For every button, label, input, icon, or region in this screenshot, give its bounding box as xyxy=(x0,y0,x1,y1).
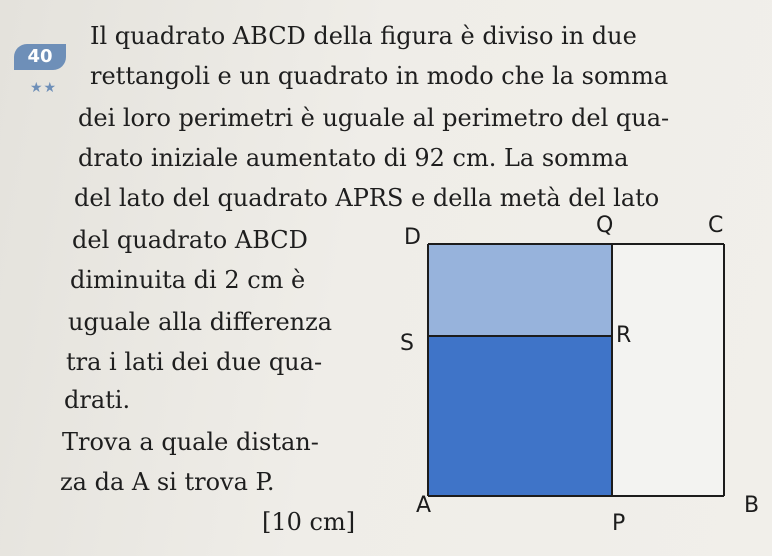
vertex-label-s: S xyxy=(400,331,414,356)
text-line-6: del quadrato ABCD xyxy=(72,226,308,254)
square-aprs xyxy=(428,336,612,496)
text-line-5: del lato del quadrato APRS e della metà del lato xyxy=(74,184,660,212)
right-rectangle-pbcq xyxy=(612,244,724,496)
text-line-9: tra i lati dei due qua- xyxy=(66,348,323,376)
text-line-12: za da A si trova P. xyxy=(60,468,275,496)
text-line-11: Trova a quale distan- xyxy=(62,428,319,456)
vertex-label-c: C xyxy=(708,213,724,238)
vertex-label-p: P xyxy=(612,511,626,536)
vertex-label-a: A xyxy=(416,493,432,518)
top-rectangle-sqrq xyxy=(428,244,612,336)
text-line-8: uguale alla differenza xyxy=(68,308,333,336)
exercise-number-badge: 40 xyxy=(14,44,66,70)
answer-text: [10 cm] xyxy=(262,508,356,536)
text-line-10: drati. xyxy=(64,386,131,414)
text-line-7: diminuita di 2 cm è xyxy=(70,266,306,294)
text-line-4: drato iniziale aumentato di 92 cm. La somma xyxy=(78,144,629,172)
vertex-label-r: R xyxy=(616,323,632,348)
text-line-1: Il quadrato ABCD della figura è diviso in due xyxy=(90,22,637,50)
text-line-3: dei loro perimetri è uguale al perimetro del qua- xyxy=(78,104,670,132)
difficulty-stars: ★★ xyxy=(30,80,58,96)
vertex-label-q: Q xyxy=(596,213,614,238)
text-line-2: rettangoli e un quadrato in modo che la somma xyxy=(90,62,669,90)
vertex-label-d: D xyxy=(404,225,421,250)
vertex-label-b: B xyxy=(744,493,760,518)
